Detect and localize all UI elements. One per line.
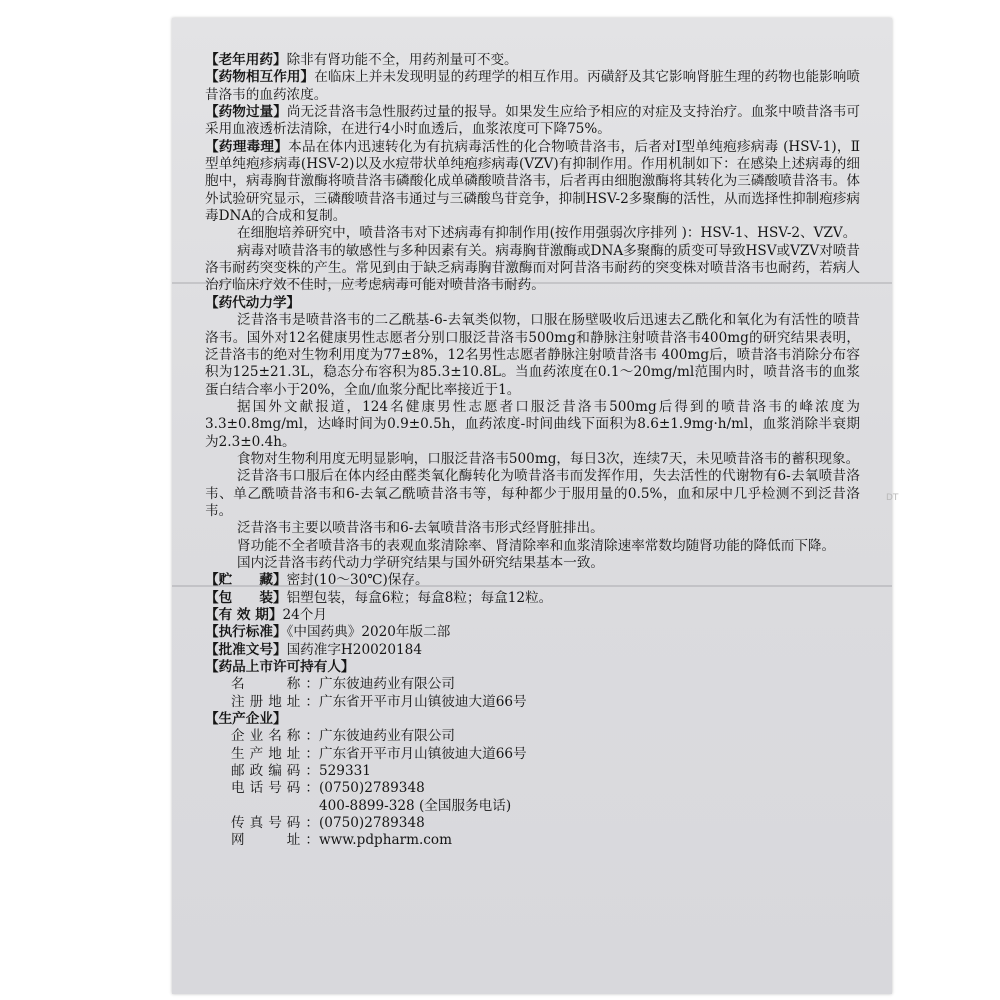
- field-row: [231, 694, 860, 711]
- field-row: [231, 798, 860, 815]
- section-text: 24个月: [282, 607, 327, 623]
- section-label: 【药理毒理】: [205, 138, 289, 155]
- pk-paragraph: 泛昔洛韦主要以喷昔洛韦和6-去氧喷昔洛韦形式经肾脏排出。: [237, 520, 604, 537]
- field-row: [231, 763, 860, 780]
- section-interaction: [205, 69, 860, 104]
- pk-paragraph: 食物对生物利用度无明显影响，口服泛昔洛韦500mg，每日3次，连续7天，未见喷昔洛韦的蓄积现象。: [237, 450, 860, 467]
- field-label: 生产地址：: [231, 745, 319, 762]
- section-label: 【老年用药】: [205, 52, 287, 68]
- field-row: [231, 832, 860, 849]
- field-label: 电话号码：: [231, 780, 319, 797]
- field-row: [231, 780, 860, 797]
- section-overdose: [205, 104, 860, 139]
- section-standard: [205, 624, 860, 641]
- field-label: 名 称：: [231, 676, 319, 693]
- pharmacology-paragraph: 在细胞培养研究中，喷昔洛韦对下述病毒有抑制作用(按作用强弱次序排列 )：HSV-1、HSV-2、VZV。: [237, 225, 857, 242]
- section-text: 《中国药典》2020年版二部: [286, 624, 451, 641]
- section-text: 国药准字H20020184: [286, 641, 422, 658]
- field-row: [231, 746, 860, 763]
- field-row: [231, 676, 860, 693]
- field-value: www.pdpharm.com: [319, 832, 452, 849]
- section-storage: [205, 572, 860, 589]
- section-label: 【批准文号】: [205, 641, 287, 658]
- section-text: 除非有肾功能不全，用药剂量可不变。: [286, 52, 518, 68]
- section-label: 【药物过量】: [205, 104, 287, 121]
- field-row: [231, 815, 860, 832]
- section-text: 本品在体内迅速转化为有抗病毒活性的化合物喷昔洛韦，后者对Ⅰ型单纯疱疹病毒 (HSV-1)，Ⅱ型单纯疱疹病毒(HSV-2)以及水痘带状单纯疱疹病毒(VZV)有抑制作用。作用机制如下：在感染上述病毒的细胞中，病毒胸苷激酶将喷昔洛韦磷酸化成单磷酸喷昔洛韦，后者再由细胞激酶将其转化为三磷酸喷昔洛韦。体外试验研究显示，三磷酸喷昔洛韦通过与三磷酸鸟苷竞争，抑制HSV-2多聚酶的活性，从而选择性抑制疱疹病毒DNA的合成和复制。: [205, 138, 861, 225]
- field-label: 注册地址：: [231, 693, 319, 710]
- section-elderly: [205, 52, 860, 69]
- field-value: 400-8899-328 (全国服务电话): [319, 797, 512, 814]
- pk-paragraph: 泛昔洛韦是喷昔洛韦的二乙酰基-6-去氧类似物，口服在肠壁吸收后迅速去乙酰化和氧化为有活性的喷昔洛韦。国外对12名健康男性志愿者分别口服泛昔洛韦500mg和静脉注射喷昔洛韦400mg的研究结果表明，泛昔洛韦的绝对生物利用度为77±8%，12名男性志愿者静脉注射喷昔洛韦 400mg后，喷昔洛韦消除分布容积为125±21.3L，稳态分布容积为85.3±10.8L。当血药浓度在0.1～20mg/ml范围内时，喷昔洛韦的血浆蛋白结合率小于20%，全血/血浆分配比率接近于1。: [205, 312, 860, 398]
- field-value: 广东彼迪药业有限公司: [319, 728, 455, 745]
- pk-paragraph: 肾功能不全者喷昔洛韦的表观血浆清除率、肾清除率和血浆清除速率常数均随肾功能的降低而下降。: [237, 537, 836, 554]
- watermark: DT: [886, 493, 899, 503]
- section-label: 【执行标准】: [205, 624, 287, 641]
- section-text: 尚无泛昔洛韦急性服药过量的报导。如果发生应给予相应的对症及支持治疗。血浆中喷昔洛韦可采用血液透析法清除，在进行4小时血透后，血浆浓度可下降75%。: [205, 104, 861, 138]
- section-label: 【药物相互作用】: [205, 69, 315, 86]
- pk-paragraph: 泛昔洛韦口服后在体内经由醛类氧化酶转化为喷昔洛韦而发挥作用，失去活性的代谢物有6-去氧喷昔洛韦、单乙酰喷昔洛韦和6-去氧乙酰喷昔洛韦等，每种都少于服用量的0.5%，血和尿中几乎检测不到泛昔洛韦。: [205, 468, 860, 519]
- field-value: 广东彼迪药业有限公司: [319, 676, 455, 693]
- section-approval: [205, 642, 860, 659]
- field-value: 广东省开平市月山镇彼迪大道66号: [319, 693, 527, 710]
- field-label: 传真号码：: [231, 815, 319, 832]
- section-label-manufacturer: 【生产企业】: [205, 711, 287, 728]
- section-label-mah: 【药品上市许可持有人】: [205, 659, 355, 676]
- field-value: (0750)2789348: [319, 780, 425, 797]
- field-value: (0750)2789348: [319, 815, 425, 832]
- package-insert-text: [205, 52, 860, 850]
- pharmacology-paragraph: 病毒对喷昔洛韦的敏感性与多种因素有关。病毒胸苷激酶或DNA多聚酶的质变可导致HSV或VZV对喷昔洛韦耐药突变株的产生。常见到由于缺乏病毒胸苷激酶而对阿昔洛韦耐药的突变株对喷昔洛韦也耐药，若病人治疗临床疗效不佳时，应考虑病毒可能对喷昔洛韦耐药。: [205, 242, 860, 294]
- field-spacer: [231, 798, 319, 815]
- field-label: 网 址：: [231, 832, 319, 849]
- section-text: 铝塑包装，每盒6粒；每盒8粒；每盒12粒。: [286, 589, 553, 606]
- section-label: 【有 效 期】: [205, 607, 283, 623]
- field-label: 企业名称：: [231, 728, 319, 745]
- field-label: 邮政编码：: [231, 763, 319, 780]
- field-row: [231, 728, 860, 745]
- pk-paragraph: 国内泛昔洛韦药代动力学研究结果与国外研究结果基本一致。: [237, 554, 605, 571]
- manufacturer-fields: [231, 728, 860, 849]
- section-label: 【贮 藏】: [205, 572, 287, 589]
- mah-fields: [231, 676, 860, 711]
- field-value: 529331: [319, 763, 371, 780]
- section-label: 【包 装】: [205, 589, 287, 606]
- section-text: 密封(10～30℃)保存。: [286, 572, 429, 589]
- section-validity: [205, 607, 860, 624]
- section-package: [205, 590, 860, 607]
- section-text: 在临床上并未发现明显的药理学的相互作用。丙磺舒及其它影响肾脏生理的药物也能影响喷昔洛韦的血药浓度。: [205, 69, 861, 103]
- field-value: 广东省开平市月山镇彼迪大道66号: [319, 745, 527, 762]
- section-pharmacology: [205, 139, 860, 226]
- section-label-pk: 【药代动力学】: [205, 294, 301, 311]
- pk-paragraph: 据国外文献报道，124名健康男性志愿者口服泛昔洛韦500mg后得到的喷昔洛韦的峰浓度为3.3±0.8mg/ml，达峰时间为0.9±0.5h，血药浓度-时间曲线下面积为8.6±1.9mg·h/ml，血浆消除半衰期为2.3±0.4h。: [205, 398, 860, 450]
